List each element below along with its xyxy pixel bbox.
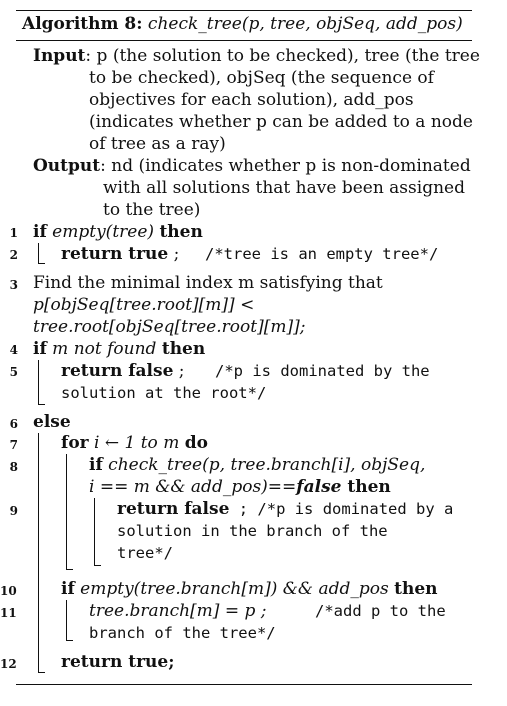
line-number-11: 11 [0,606,17,620]
line-number-9: 9 [9,504,18,518]
step-9-comment-a: ; /*p is dominated by a [229,500,454,518]
step-2-comment: /*tree is an empty tree*/ [205,245,439,263]
input-line-2: to be checked), objSeq (the sequence of [89,68,434,88]
step-5-semicolon: ; [173,361,185,381]
top-rule [16,10,472,11]
keyword-if: if [89,455,103,475]
line-number-6: 6 [9,417,18,431]
line-number-5: 5 [9,365,18,379]
keyword-if: if [33,222,47,242]
return-false-keyword: return false [117,499,230,519]
step-3-line-b: p[objSeq[tree.root][m]] < [33,295,255,315]
step-6-else: else [33,412,71,432]
step-11-expr: tree.branch[m] = p ; [89,601,267,621]
line-number-4: 4 [9,343,18,357]
step-1-expr: empty(tree) [46,222,160,242]
step-11-comment-a: /*add p to the [315,602,446,620]
keyword-do: do [184,433,208,453]
output-line-2: with all solutions that have been assigned [103,178,465,198]
output-line-3: to the tree) [103,200,201,220]
keyword-for: for [61,433,89,453]
step-9-comment-c: tree*/ [117,544,173,562]
keyword-then: then [341,477,391,497]
output-head: Output [33,156,101,176]
if-block-bracket [66,600,73,641]
input-line-1: : p (the solution to be checked), tree (the tree [85,46,480,66]
step-3-line-c: tree.root[objSeq[tree.root][m]]; [33,317,306,337]
input-line-4: (indicates whether p can be added to a node [89,112,473,132]
line-number-1: 1 [9,226,18,240]
line-number-3: 3 [9,278,18,292]
return-false-keyword: return false [61,361,174,381]
step-5-comment-a: /*p is dominated by the [215,362,430,380]
step-8-line-b [89,476,391,498]
step-9-line-a [117,498,453,520]
step-3-line-a: Find the minimal index m satisfying that [33,273,383,293]
step-8-expr-a: check_tree(p, tree.branch[i], objSeq, [102,455,426,475]
keyword-then: then [159,222,203,242]
algorithm-title [22,14,463,34]
line-number-2: 2 [9,248,18,262]
for-block-bracket [66,454,73,570]
output-line-1: : nd (indicates whether p is non-dominated [100,156,471,176]
input-head: Input [33,46,86,66]
step-8-expr-b: i == m && add_pos)== [89,477,297,497]
input-block [33,45,480,67]
step-1 [33,221,203,243]
keyword-then: then [161,339,206,359]
block-bracket [38,243,45,264]
line-number-7: 7 [9,438,18,452]
keyword-if: if [33,339,47,359]
algorithm-label: Algorithm 8: [22,14,143,34]
output-block [33,155,471,177]
return-true-keyword: return true [61,244,169,264]
step-11-comment-b: branch of the tree*/ [89,624,276,642]
algorithm-signature: check_tree(p, tree, objSeq, add_pos) [147,14,463,34]
line-number-8: 8 [9,460,18,474]
step-8-line-a [89,454,425,476]
step-7-expr: i ← 1 to m [88,433,185,453]
keyword-then: then [394,579,438,599]
keyword-if: if [61,579,75,599]
step-4 [33,338,205,360]
bottom-rule [16,684,472,685]
false-literal: false [296,477,342,497]
block-bracket [38,360,45,405]
input-line-3: objectives for each solution), add_pos [89,90,414,110]
step-2-semicolon: ; [168,244,180,264]
step-4-expr: m not found [46,339,162,359]
step-5 [61,360,185,382]
step-9-comment-b: solution in the branch of the [117,522,388,540]
if-block-bracket [94,498,101,566]
step-2 [61,243,179,265]
step-5-comment-b: solution at the root*/ [61,384,267,402]
step-7 [61,432,208,454]
step-10-expr: empty(tree.branch[m]) && add_pos [74,579,395,599]
line-number-10: 10 [0,584,17,598]
step-10 [61,578,438,600]
line-number-12: 12 [0,657,17,671]
else-block-bracket [38,433,45,673]
step-12-return-true: return true; [61,652,175,672]
header-rule [16,40,472,41]
input-line-5: of tree as a ray) [89,134,226,154]
